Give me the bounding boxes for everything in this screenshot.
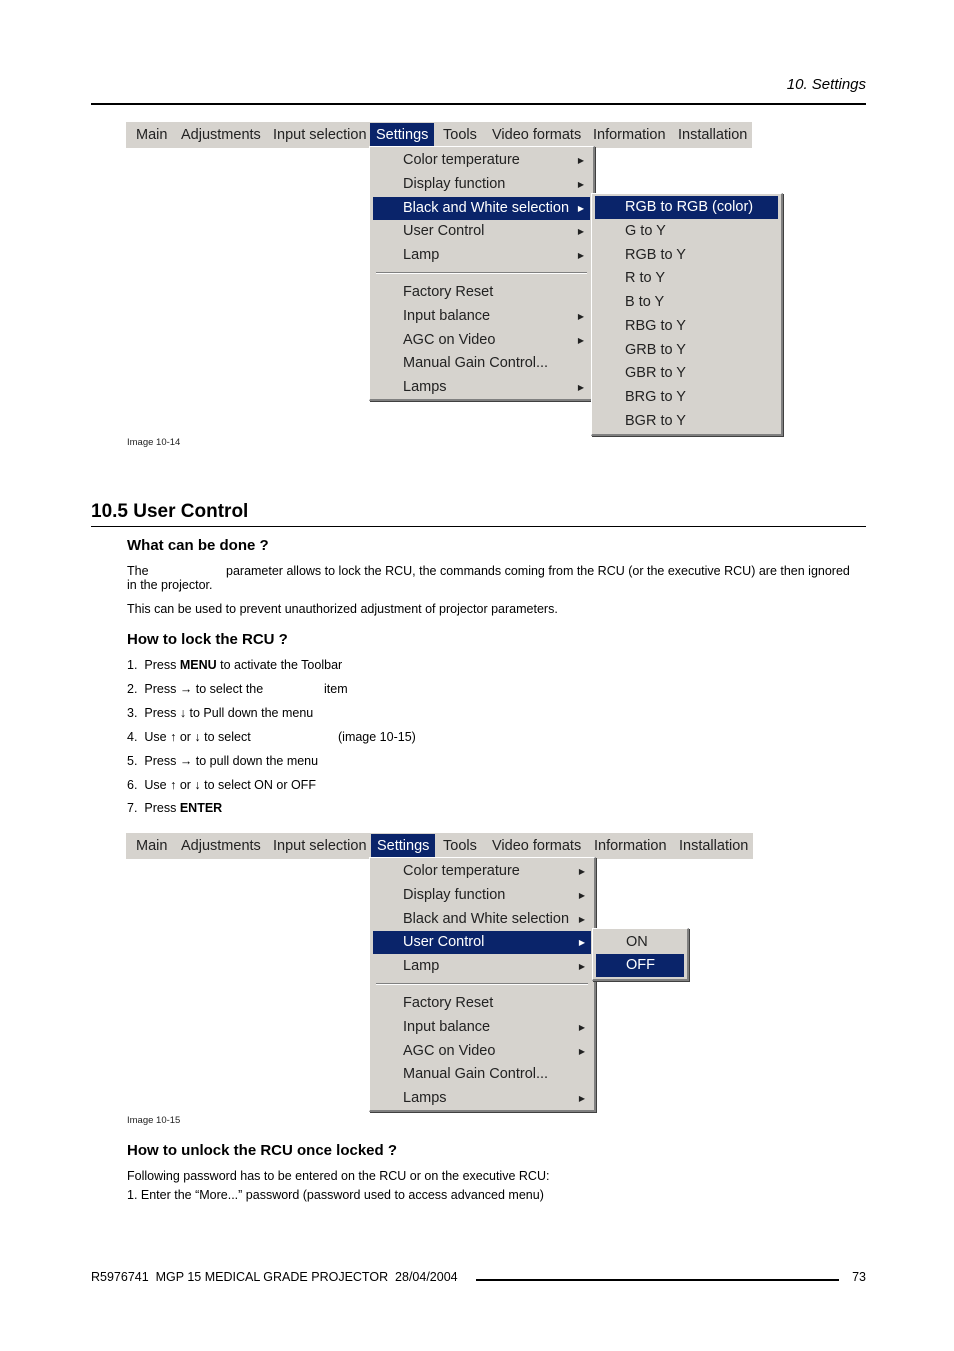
what-heading: What can be done ?: [127, 537, 269, 554]
arrow-right-icon: ▶: [578, 891, 585, 900]
what-text-the: The: [127, 564, 149, 578]
menu-main[interactable]: Main: [136, 838, 168, 854]
menu-video-formats[interactable]: Video formats: [492, 838, 582, 854]
what-text-cont: in the projector.: [127, 578, 213, 592]
step-2: 2. Press → to select the: [127, 682, 264, 696]
user-control-submenu: [592, 928, 689, 981]
lock-heading: How to lock the RCU ?: [127, 631, 288, 648]
unlock-step-1: 1. Enter the “More...” password (password used to access advanced menu): [127, 1188, 544, 1202]
arrow-right-icon: ▶: [577, 204, 584, 213]
menu-item-lamp[interactable]: Lamp ▶: [373, 244, 590, 267]
menu-installation[interactable]: Installation: [678, 127, 748, 143]
image-caption-2: Image 10-15: [127, 1115, 181, 1126]
menu-item-factory-reset[interactable]: Factory Reset: [403, 995, 494, 1011]
what-text-2: This can be used to prevent unauthorized adjustment of projector parameters.: [127, 602, 558, 616]
menu-item-black-white-selection[interactable]: Black and White selection ▶: [373, 908, 591, 931]
menu-settings[interactable]: Settings: [371, 834, 435, 858]
menubar-1: [126, 122, 752, 148]
menu-item-manual-gain-control[interactable]: Manual Gain Control...: [403, 1066, 549, 1082]
menu-item-agc-on-video[interactable]: AGC on Video ▶: [373, 329, 590, 352]
arrow-right-icon: ▶: [577, 180, 584, 189]
step-4: 4. Use ↑ or ↓ to select: [127, 730, 251, 744]
menu-tools[interactable]: Tools: [443, 838, 477, 854]
submenu-item-off[interactable]: OFF: [596, 954, 684, 977]
submenu-item-r-to-y[interactable]: R to Y: [625, 270, 666, 286]
step-4-tail: (image 10-15): [338, 730, 416, 744]
image-caption-1: Image 10-14: [127, 437, 181, 448]
menu-item-display-function[interactable]: Display function ▶: [373, 173, 590, 196]
menu-separator: [376, 983, 588, 985]
arrow-right-icon: ▶: [578, 1023, 585, 1032]
submenu-item-rgb-to-rgb[interactable]: RGB to RGB (color): [595, 196, 778, 219]
menu-item-color-temperature[interactable]: Color temperature ▶: [373, 860, 591, 883]
arrow-right-icon: ▶: [577, 227, 584, 236]
menu-information[interactable]: Information: [594, 838, 667, 854]
submenu-item-g-to-y[interactable]: G to Y: [625, 223, 666, 239]
arrow-right-icon: ▶: [577, 156, 584, 165]
section-rule: [91, 526, 866, 527]
menu-item-lamps[interactable]: Lamps ▶: [373, 1087, 591, 1110]
arrow-right-icon: ▶: [578, 1094, 585, 1103]
submenu-item-b-to-y[interactable]: B to Y: [625, 294, 665, 310]
arrow-right-icon: ▶: [577, 251, 584, 260]
what-text-para: parameter allows to lock the RCU, the commands coming from the RCU (or the executive RCU) are then ignored: [226, 564, 850, 578]
footer-doc-info: R5976741 MGP 15 MEDICAL GRADE PROJECTOR 28/04/2004: [91, 1270, 458, 1284]
arrow-right-icon: ▶: [577, 312, 584, 321]
menu-main[interactable]: Main: [136, 127, 168, 143]
menu-item-factory-reset[interactable]: Factory Reset: [403, 284, 494, 300]
menu-tools[interactable]: Tools: [443, 127, 477, 143]
step-3: 3. Press ↓ to Pull down the menu: [127, 706, 314, 720]
menu-item-input-balance[interactable]: Input balance ▶: [373, 1016, 591, 1039]
submenu-item-rgb-to-y[interactable]: RGB to Y: [625, 247, 686, 263]
menu-item-display-function[interactable]: Display function ▶: [373, 884, 591, 907]
arrow-right-icon: ▶: [577, 336, 584, 345]
step-5: 5. Press → to pull down the menu: [127, 754, 319, 768]
footer-page-number: 73: [852, 1270, 866, 1284]
menu-input-selection[interactable]: Input selection: [273, 127, 367, 143]
footer-rule: [476, 1279, 839, 1281]
menu-item-black-white-selection[interactable]: Black and White selection ▶: [373, 197, 590, 220]
submenu-item-grb-to-y[interactable]: GRB to Y: [625, 342, 686, 358]
section-title: 10.5 User Control: [91, 501, 249, 522]
menu-item-user-control[interactable]: User Control ▶: [373, 220, 590, 243]
menu-item-lamps[interactable]: Lamps ▶: [373, 376, 590, 399]
menu-separator: [376, 272, 587, 274]
menu-installation[interactable]: Installation: [679, 838, 749, 854]
bw-submenu: [591, 193, 783, 436]
menubar-2: [126, 833, 753, 859]
arrow-right-icon: ▶: [578, 867, 585, 876]
arrow-right-icon: ▶: [578, 938, 585, 947]
settings-dropdown-2: [369, 857, 596, 1112]
arrow-right-icon: ▶: [578, 915, 585, 924]
chapter-header: 10. Settings: [786, 76, 866, 93]
menu-item-manual-gain-control[interactable]: Manual Gain Control...: [403, 355, 549, 371]
unlock-heading: How to unlock the RCU once locked ?: [127, 1142, 398, 1159]
settings-dropdown-1: [369, 146, 595, 401]
step-6: 6. Use ↑ or ↓ to select ON or OFF: [127, 778, 316, 792]
unlock-text: Following password has to be entered on the RCU or on the executive RCU:: [127, 1169, 550, 1183]
arrow-right-icon: ▶: [578, 962, 585, 971]
menu-item-lamp[interactable]: Lamp ▶: [373, 955, 591, 978]
submenu-item-brg-to-y[interactable]: BRG to Y: [625, 389, 686, 405]
submenu-item-bgr-to-y[interactable]: BGR to Y: [625, 413, 686, 429]
menu-item-user-control[interactable]: User Control ▶: [373, 931, 591, 954]
header-rule: [91, 103, 866, 105]
menu-item-agc-on-video[interactable]: AGC on Video ▶: [373, 1040, 591, 1063]
step-1: 1. Press MENU to activate the Toolbar: [127, 658, 343, 672]
menu-input-selection[interactable]: Input selection: [273, 838, 367, 854]
submenu-item-rbg-to-y[interactable]: RBG to Y: [625, 318, 686, 334]
arrow-right-icon: ▶: [577, 383, 584, 392]
step-7: 7. Press ENTER: [127, 801, 223, 815]
menu-item-input-balance[interactable]: Input balance ▶: [373, 305, 590, 328]
submenu-item-on[interactable]: ON: [626, 934, 648, 950]
menu-video-formats[interactable]: Video formats: [492, 127, 582, 143]
menu-item-color-temperature[interactable]: Color temperature ▶: [373, 149, 590, 172]
step-2-tail: item: [324, 682, 348, 696]
submenu-item-gbr-to-y[interactable]: GBR to Y: [625, 365, 686, 381]
menu-adjustments[interactable]: Adjustments: [181, 838, 261, 854]
menu-settings[interactable]: Settings: [370, 123, 434, 147]
menu-adjustments[interactable]: Adjustments: [181, 127, 261, 143]
arrow-right-icon: ▶: [578, 1047, 585, 1056]
menu-information[interactable]: Information: [593, 127, 666, 143]
